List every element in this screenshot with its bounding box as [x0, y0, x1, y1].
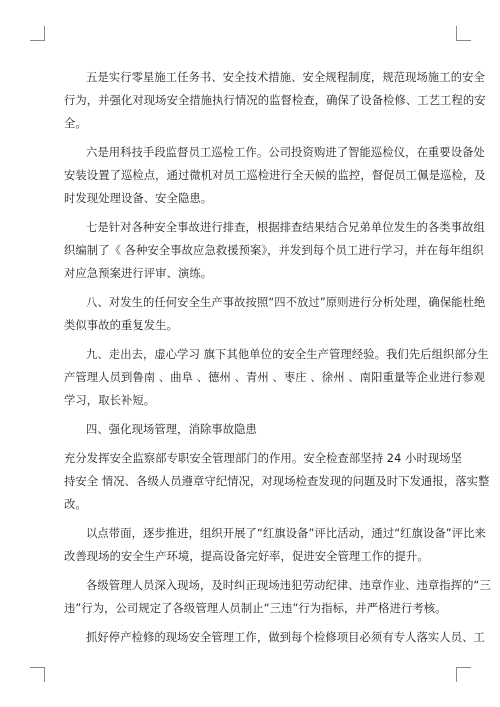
text-line: 学习，取长补短。: [64, 394, 156, 407]
text-line: 对应急预案进行评审、演练。: [64, 267, 213, 280]
text-line: 六是用科技手段监督员工巡检工作。公司投资购进了智能巡检仪，在重要设备处: [86, 146, 485, 159]
crop-mark-bottom-right: [456, 667, 471, 682]
document-body: [64, 66, 491, 655]
paragraph: [64, 574, 491, 620]
crop-mark-bottom-left: [30, 667, 45, 682]
text-line: 产管理人员到鲁南 、曲阜 、德州 、青州 、枣庄 、徐州 、南阳重量等企业进行参观: [64, 371, 486, 384]
text-line: 充分发挥安全监察部专职安全管理部门的作用。安全检查部坚持 24 小时现场坚: [64, 452, 463, 465]
paragraph: [64, 418, 436, 441]
paragraph: [64, 291, 486, 337]
text-line: 违”行为，公司规定了各级管理人员制止“三违”行为指标，并严格进行考核。: [64, 602, 447, 615]
text-line: 织编制了《 各种安全事故应急救援预案》，并发到每个员工进行学习，并在每年组织: [64, 244, 484, 257]
text-line: 改。: [64, 498, 87, 511]
text-line: 全。: [64, 117, 87, 130]
text-line: 改善现场的安全生产环境，提高设备完好率，促进安全管理工作的提升。: [64, 550, 429, 563]
text-line: 抓好停产检修的现场安全管理工作，做到每个检修项目必须有专人落实人员、工: [86, 631, 485, 644]
text-line: 行为，并强化对现场安全措施执行情况的监督检查，确保了设备检修、工艺工程的安: [64, 94, 486, 107]
text-line: 时发现处理设备、安全隐患。: [64, 192, 213, 205]
paragraph: [64, 141, 486, 210]
text-line: 以点带面，逐步推进，组织开展了“红旗设备”评比活动，通过“红旗设备”评比来: [86, 527, 486, 540]
paragraph: [64, 626, 485, 649]
paragraph: [64, 522, 486, 568]
text-line: 九、走出去，虚心学习 旗下其他单位的安全生产管理经验。我们先后组织部分生: [86, 348, 489, 361]
text-line: 各级管理人员深入现场，及时纠正现场违犯劳动纪律、违章作业、违章指挥的“三: [86, 579, 491, 592]
text-line: 安装设置了巡检点，通过微机对员工巡检进行全天候的监控，督促员工佩是巡检，及: [64, 169, 486, 182]
text-line: 持安全 情况、各级人员遵章守纪情况，对现场检查发现的问题及时下发通报，落实整: [64, 475, 490, 488]
text-line: 四、强化现场管理，消除事故隐患: [86, 423, 257, 436]
text-line: 类似事故的重复发生。: [64, 319, 178, 332]
crop-mark-top-left: [30, 26, 45, 41]
paragraph: [64, 216, 485, 285]
paragraph: [64, 447, 490, 516]
paragraph: [64, 66, 486, 135]
text-line: 八、对发生的任何安全生产事故按照“四不放过”原则进行分析处理，确保能杜绝: [86, 296, 486, 309]
crop-mark-top-right: [456, 26, 471, 41]
text-line: 七是针对各种安全事故进行排查，根据排查结果结合兄弟单位发生的各类事故组: [86, 221, 485, 234]
paragraph: [64, 343, 489, 412]
text-line: 五是实行零星施工任务书、安全技术措施、安全规程制度，规范现场施工的安全: [86, 71, 485, 84]
